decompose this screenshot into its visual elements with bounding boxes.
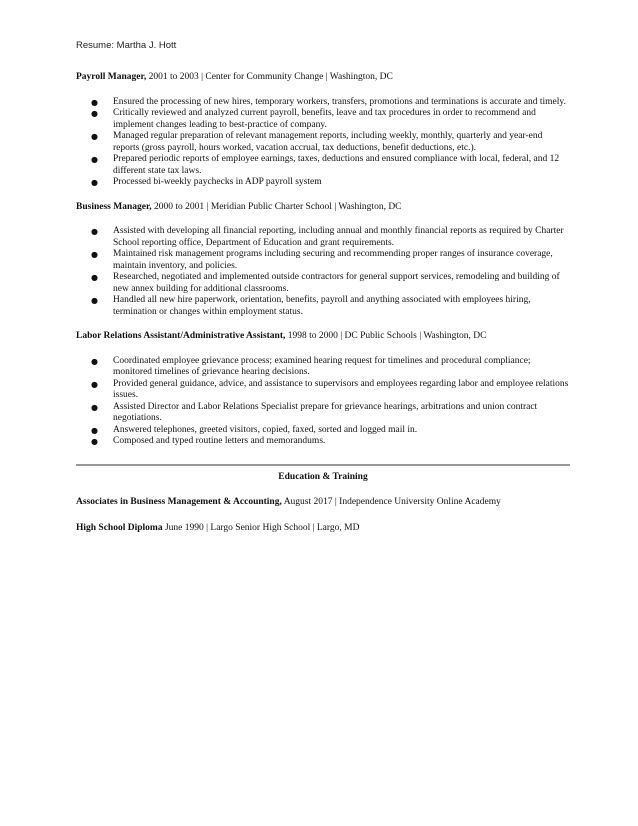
bullet-icon: ●	[91, 379, 98, 389]
resume-body	[76, 72, 570, 548]
duty-text: Prepared periodic reports of employee earnings, taxes, deductions and ensured compliance with local, federal, and 12 different state tax laws.	[113, 154, 560, 176]
bullet-icon: ●	[91, 437, 98, 446]
duty-item	[76, 226, 570, 249]
bullet-icon: ●	[91, 250, 98, 259]
duty-item	[76, 177, 570, 189]
degree-details: June 1990 | Largo Senior High School | Largo, MD	[162, 522, 360, 533]
education-entry	[76, 523, 570, 535]
job-details: 1998 to 2000 | DC Public Schools | Washington, DC	[285, 331, 487, 341]
duty-item	[76, 356, 570, 379]
education-title: Education & Training	[278, 471, 368, 482]
bullet-icon: ●	[91, 178, 98, 187]
job-entry	[76, 331, 570, 448]
bullet-icon: ●	[91, 109, 98, 118]
duty-text: Critically reviewed and analyzed current payroll, benefits, leave and tax procedures in order to recommend and implement changes leading to best-practice of company.	[113, 108, 536, 130]
bullet-icon: ●	[91, 425, 98, 435]
duty-text: Managed regular preparation of relevant management reports, including weekly, monthly, quarterly and year-end reports (gross payroll, hours worked, vacation accrual, tax deductions, benefit deductions, etc.).	[113, 131, 543, 153]
duty-item	[76, 379, 570, 402]
duty-item	[76, 402, 570, 425]
duty-item	[76, 249, 570, 272]
job-heading	[76, 202, 570, 214]
duty-item	[76, 295, 570, 318]
bullet-icon: ●	[91, 97, 98, 107]
duty-item	[76, 108, 570, 131]
duty-item	[76, 97, 570, 109]
bullet-icon: ●	[91, 273, 98, 282]
duty-text: Researched, negotiated and implemented outside contractors for general support services, remodeling and building of new annex building for additional classrooms.	[113, 272, 560, 294]
duty-text: Provided general guidance, advice, and assistance to supervisors and employees regarding labor and employee relations issues.	[113, 378, 569, 400]
job-title: Business Manager,	[76, 201, 152, 212]
degree-name: Associates in Business Management & Accounting,	[76, 497, 282, 507]
duty-text: Handled all new hire paperwork, orientation, benefits, payroll and anything associated with employees hiring, termination or changes within employment status.	[113, 295, 531, 317]
job-entry	[76, 202, 570, 319]
section-divider	[76, 464, 570, 466]
duty-item	[76, 425, 570, 437]
job-title: Labor Relations Assistant/Administrative Assistant,	[76, 331, 286, 341]
duty-list	[76, 97, 570, 189]
job-heading	[76, 331, 570, 343]
job-details: 2000 to 2001 | Meridian Public Charter School | Washington, DC	[151, 201, 402, 212]
job-entry	[76, 72, 570, 189]
duty-item	[76, 272, 570, 295]
duty-text: Composed and typed routine letters and memorandums.	[113, 436, 326, 446]
duty-text: Assisted Director and Labor Relations Specialist prepare for grievance hearings, arbitrations and union contract negotiations.	[113, 401, 538, 423]
duty-text: Ensured the processing of new hires, temporary workers, transfers, promotions and terminations is accurate and timely.	[113, 96, 566, 107]
bullet-icon: ●	[91, 227, 98, 236]
duty-item	[76, 436, 570, 448]
duty-text: Assisted with developing all financial reporting, including annual and monthly financial reports as required by Charter School reporting office, Department of Education and grant requirements.	[113, 226, 564, 248]
duty-list	[76, 226, 570, 318]
duty-text: Maintained risk management programs including securing and recommending proper ranges of insurance coverage, maintain inventory, and policies.	[113, 249, 553, 271]
bullet-icon: ●	[91, 155, 98, 164]
bullet-icon: ●	[91, 296, 98, 305]
duty-text: Processed bi-weekly paychecks in ADP payroll system	[113, 177, 322, 187]
bullet-icon: ●	[91, 132, 98, 141]
running-header: Resume: Martha J. Hott	[76, 40, 177, 51]
duty-list	[76, 356, 570, 448]
education-entry	[76, 497, 570, 509]
bullet-icon: ●	[91, 356, 98, 366]
duty-item	[76, 131, 570, 154]
duty-text: Coordinated employee grievance process; examined hearing request for timelines and procedural compliance; monitored timelines of grievance hearing decisions.	[113, 355, 531, 377]
duty-text: Answered telephones, greeted visitors, copied, faxed, sorted and logged mail in.	[113, 424, 418, 435]
job-title: Payroll Manager,	[76, 72, 147, 82]
degree-details: August 2017 | Independence University Online Academy	[281, 497, 501, 507]
job-heading	[76, 72, 570, 84]
job-details: 2001 to 2003 | Center for Community Change | Washington, DC	[146, 72, 393, 82]
duty-item	[76, 154, 570, 177]
experience-section	[76, 72, 570, 448]
degree-name: High School Diploma	[76, 522, 163, 533]
education-section	[76, 497, 570, 534]
bullet-icon: ●	[91, 402, 98, 412]
